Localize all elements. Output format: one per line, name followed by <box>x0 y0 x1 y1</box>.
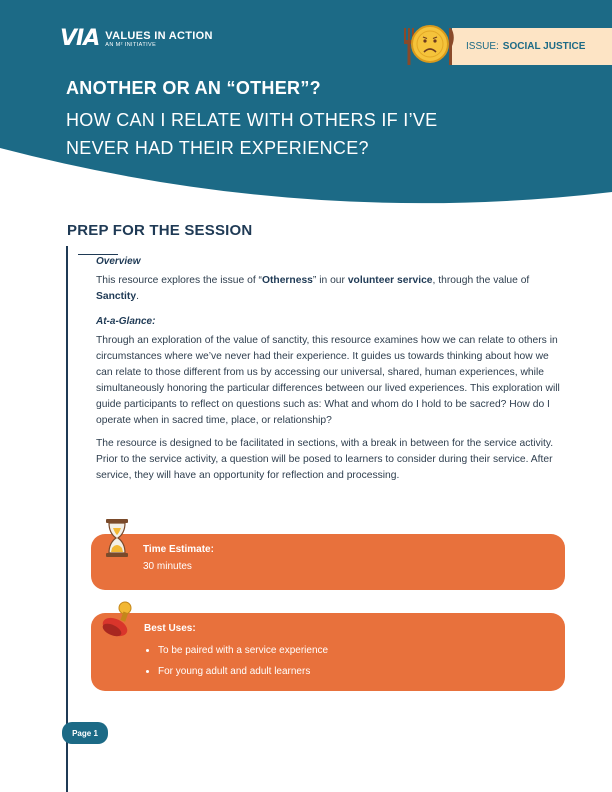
page-number-badge: Page 1 <box>62 722 108 744</box>
logo-mark: VIA <box>60 26 100 51</box>
list-item: • For young adult and adult learners <box>158 661 565 682</box>
heading-rule <box>78 254 118 255</box>
best-uses-label: Best Uses: <box>144 623 196 634</box>
sad-plate-icon <box>398 22 454 70</box>
time-estimate-label: Time Estimate: <box>143 544 214 555</box>
logo-subtitle: AN M² INITIATIVE <box>105 41 157 48</box>
overview-heading: Overview <box>96 256 141 267</box>
issue-topic: SOCIAL JUSTICE <box>502 41 586 52</box>
left-rule <box>66 246 68 792</box>
best-uses-box <box>91 613 565 691</box>
logo-title: VALUES IN ACTION <box>105 29 213 42</box>
stamp-icon <box>100 600 136 640</box>
volunteer-service-term: volunteer service <box>347 275 433 286</box>
best-uses-list <box>144 640 565 682</box>
at-a-glance-paragraph-1: Through an exploration of the value of sanctity, this resource examines how we can relate to others in circumstances where we’ve never had their experience. It guides us towards thinking about how we can relate to those different from us by accessing our universal, shared, human experiences, while simultaneously honoring the particular differences between our lived experiences. This exploration will guide participants to reflect on questions such as: What and whom do I hold to be sacred? How do I operate when in sacred time, place, or relationship? <box>96 335 560 426</box>
logo <box>60 28 213 50</box>
issue-label: ISSUE: <box>466 41 499 52</box>
overview-text: This resource explores the issue of “Otherness” in our volunteer service, through the value of Sanctity. <box>96 275 530 302</box>
content <box>96 256 566 491</box>
time-estimate-box <box>91 534 565 590</box>
at-a-glance-paragraph-2: The resource is designed to be facilitated in sections, with a break in between for the service activity. Prior to the service activity, a question will be posed to learners to consider during their service. After service, they will have an opportunity for reflection and processing. <box>96 438 554 481</box>
otherness-term: Otherness <box>261 275 313 286</box>
at-a-glance-heading: At-a-Glance: <box>96 316 156 327</box>
section-title: PREP FOR THE SESSION <box>67 222 253 239</box>
issue-tag <box>452 28 612 65</box>
title-line-1: ANOTHER OR AN “OTHER”? <box>66 78 321 98</box>
hourglass-icon <box>104 518 130 558</box>
list-item: • To be paired with a service experience <box>158 640 565 661</box>
title-line-2: HOW CAN I RELATE WITH OTHERS IF I’VE NEVER HAD THEIR EXPERIENCE? <box>66 110 438 158</box>
time-estimate-value: 30 minutes <box>143 561 192 572</box>
sanctity-term: Sanctity <box>96 291 137 302</box>
